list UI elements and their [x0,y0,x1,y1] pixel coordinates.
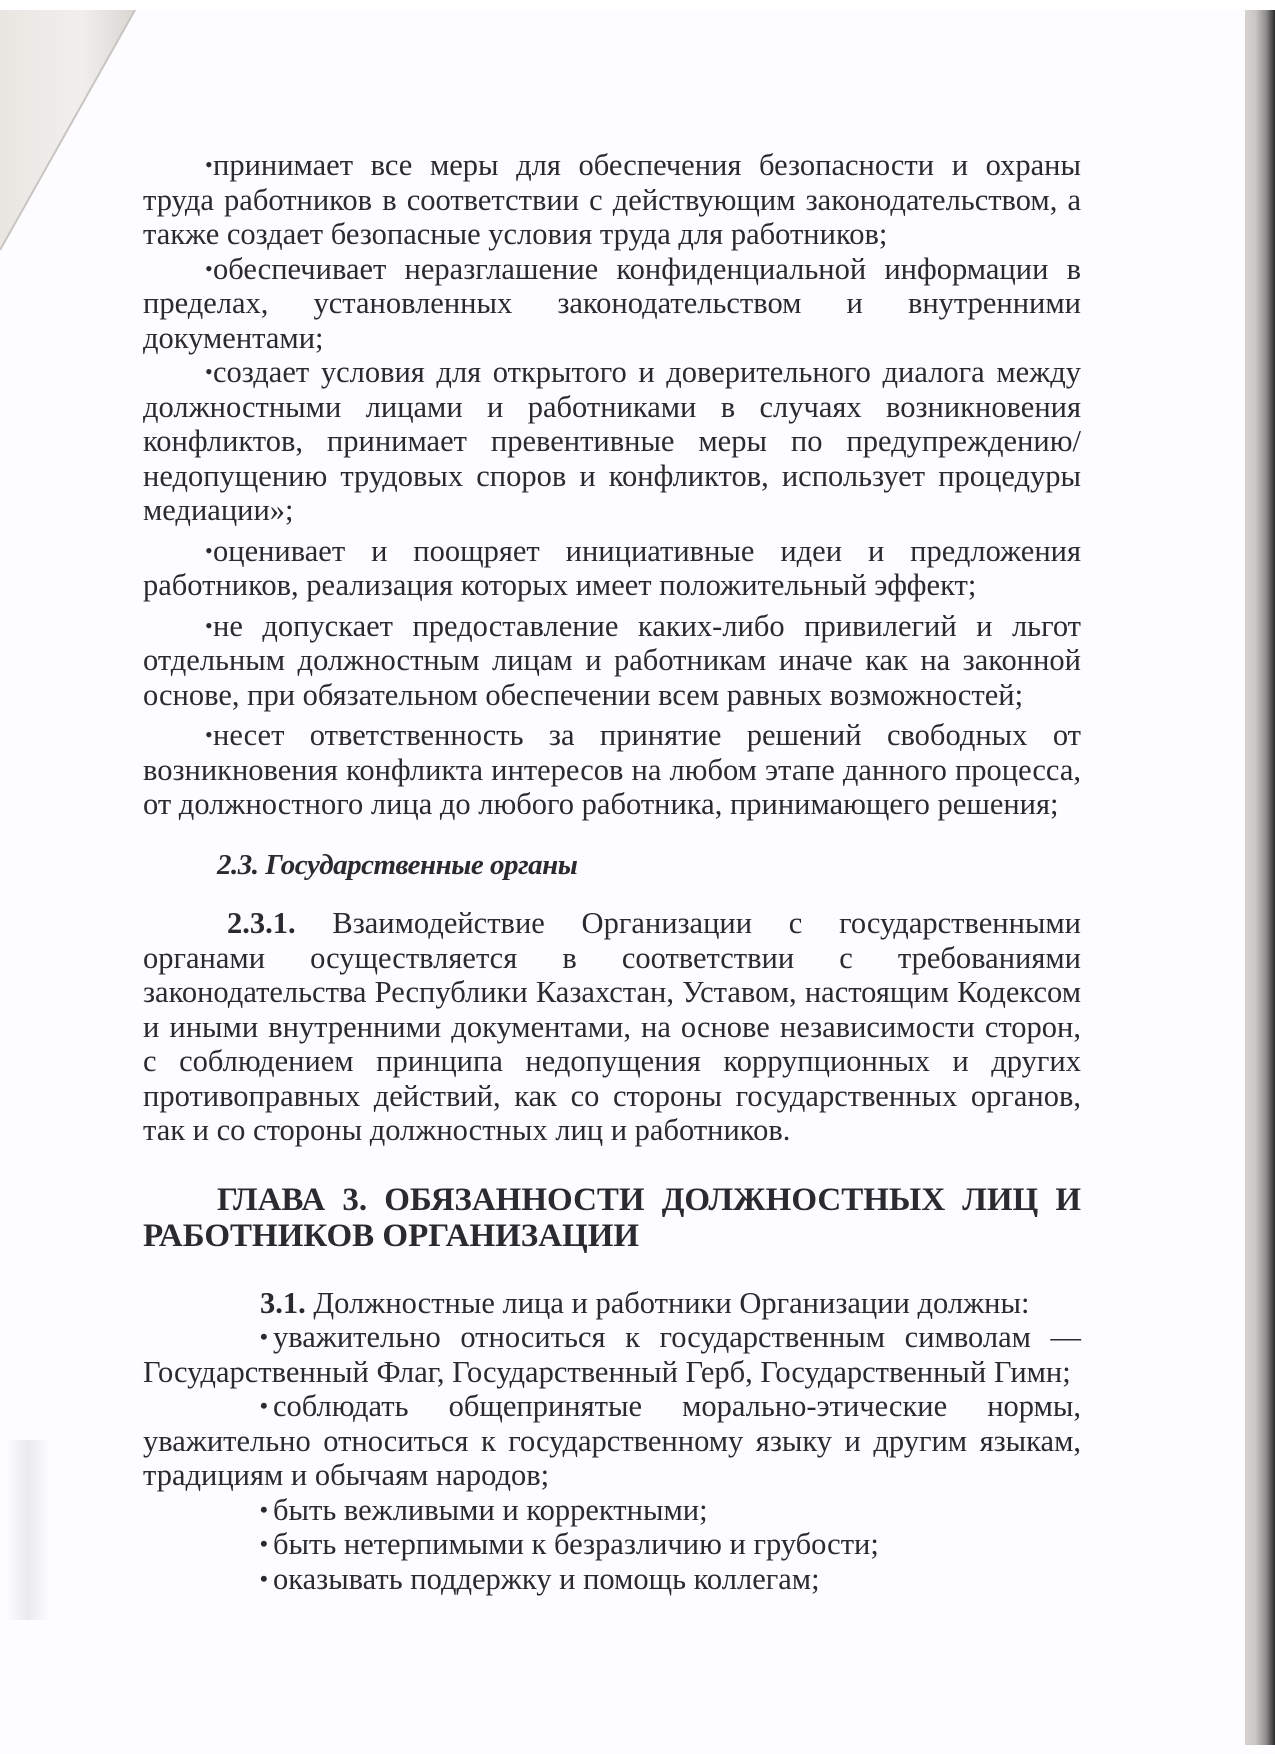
list-item-text: уважительно относиться к государственным символам — Государственный Флаг, Государственный Герб, Государственный Гимн; [143,1320,1081,1389]
fold-edge [0,10,135,250]
list-item-text: оценивает и поощряет инициативные идеи и предложения работников, реализация которых имеет положительный эффект; [143,533,1081,602]
list-item-text: не допускает предоставление каких-либо привилегий и льгот отдельным должностным лицам и работникам иначе как на законной основе, при обязательном обеспечении всем равных возможностей; [143,608,1081,712]
scan-top-margin [0,0,1275,10]
paragraph-number: 2.3.1. [227,906,296,940]
fold-shadow [0,10,135,250]
list-item [143,355,1081,528]
scan-left-edge-marks [6,1440,50,1620]
list-item [143,252,1081,356]
list-item-text: быть вежливыми и корректными; [273,1492,708,1527]
list-item-text: оказывать поддержку и помощь коллегам; [273,1561,820,1596]
subsection-text: Должностные лица и работники Организации должны: [313,1285,1030,1320]
section-title: 2.3. Государственные органы [217,848,578,881]
subsection-3-1 [143,1286,1081,1321]
list-item [143,148,1081,252]
paragraph-2-3-1 [143,906,1081,1148]
list-item [143,534,1081,603]
list-item [143,1527,1081,1562]
bullet-icon: • [260,1496,268,1522]
list-item [143,718,1081,822]
document-page [143,148,1081,1596]
scan-right-edge-shadow [1245,10,1275,1745]
list-item-text: быть нетерпимыми к безразличию и грубости; [273,1527,879,1561]
bullet-icon: • [260,1565,268,1591]
list-item [143,609,1081,713]
list-item-text: создает условия для открытого и доверительного диалога между должностными лицами и работниками в случаях возникновения конфликтов, принимает превентивные меры по предупреждению/недопущению трудовых споров и конфликтов, использует процедуры медиации»; [143,355,1081,527]
list-item [143,1562,1081,1597]
bullet-icon: • [205,255,213,281]
chapter-title: ГЛАВА 3. ОБЯЗАННОСТИ ДОЛЖНОСТНЫХ ЛИЦ И РАБОТНИКОВ ОРГАНИЗАЦИИ [143,1181,1081,1254]
bullet-icon: • [205,537,213,563]
bullet-icon: • [260,1324,268,1349]
list-item [143,1493,1081,1528]
bullet-icon: • [205,722,213,747]
bullet-icon: • [205,359,213,384]
bullet-icon: • [205,612,213,638]
subsection-number: 3.1. [260,1285,306,1320]
bullet-icon: • [260,1531,268,1556]
list-item [143,1320,1081,1389]
list-item-text: соблюдать общепринятые морально-этические нормы, уважительно относиться к государственному языку и другим языкам, традициям и обычаям народов; [143,1389,1081,1492]
bullet-icon: • [205,152,213,177]
paragraph-text: Взаимодействие Организации с государственными органами осуществляется в соответствии с требованиями законодательства Республики Казахстан, Уставом, настоящим Кодексом и иными внутренними документами, на основе независимости сторон, с соблюдением принципа недопущения коррупционных и других противоправных действий, как со стороны государственных органов, так и со стороны должностных лиц и работников. [143,906,1082,1147]
bullet-icon: • [260,1393,268,1418]
list-item-text: принимает все меры для обеспечения безопасности и охраны труда работников в соответствии с действующим законодательством, а также создает безопасные условия труда для работников; [143,148,1081,251]
list-item-text: обеспечивает неразглашение конфиденциальной информации в пределах, установленных законодательством и внутренними документами; [143,251,1081,355]
list-item-text: несет ответственность за принятие решений свободных от возникновения конфликта интересов на любом этапе данного процесса, от должностного лица до любого работника, принимающего решения; [143,718,1081,821]
list-item [143,1389,1081,1493]
